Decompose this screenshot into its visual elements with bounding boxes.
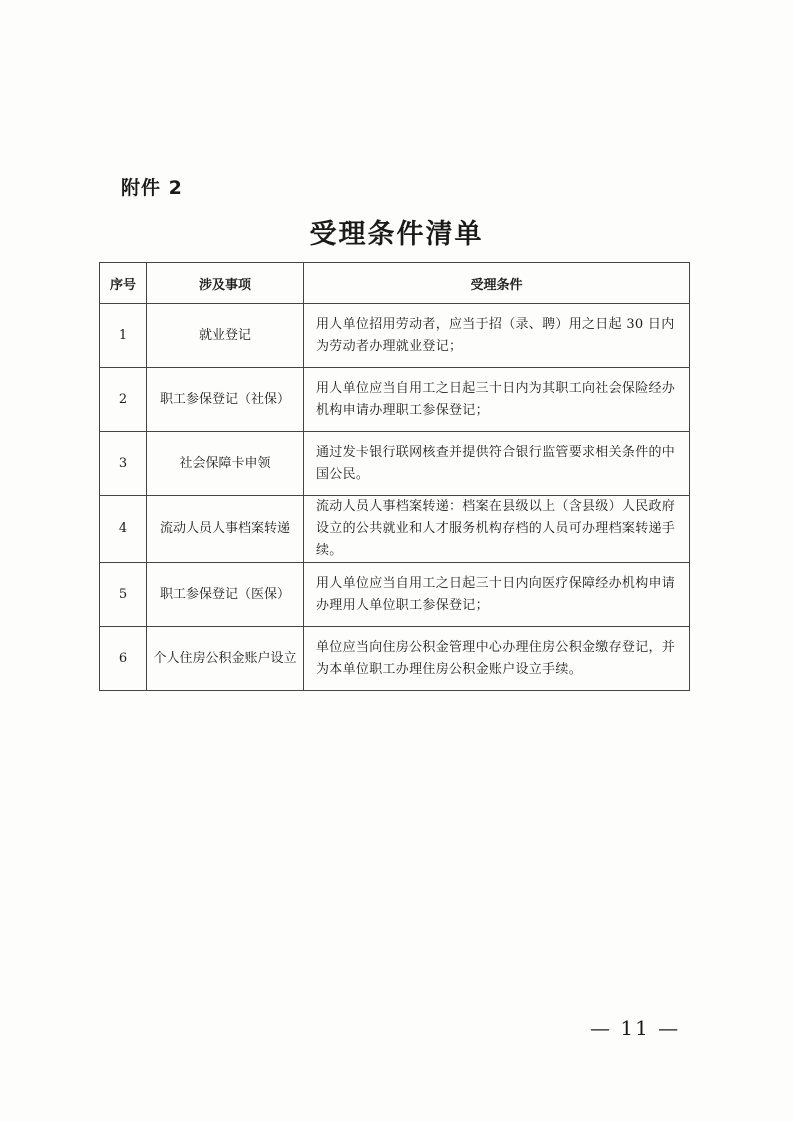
- row-item: 职工参保登记（社保）: [147, 368, 304, 432]
- row-item: 个人住房公积金账户设立: [147, 627, 304, 691]
- header-num: 序号: [100, 263, 147, 304]
- row-condition: 用人单位招用劳动者，应当于招（录、聘）用之日起 30 日内为劳动者办理就业登记；: [304, 304, 690, 368]
- row-num: 5: [100, 563, 147, 627]
- header-condition: 受理条件: [304, 263, 690, 304]
- row-item: 社会保障卡申领: [147, 432, 304, 496]
- header-item: 涉及事项: [147, 263, 304, 304]
- table-row: [100, 368, 690, 432]
- row-condition: 流动人员人事档案转递：档案在县级以上（含县级）人民政府设立的公共就业和人才服务机构存档的人员可办理档案转递手续。: [304, 496, 690, 563]
- conditions-table: [99, 262, 690, 691]
- document-title: 受理条件清单: [309, 219, 484, 250]
- row-num: 6: [100, 627, 147, 691]
- row-condition: 通过发卡银行联网核查并提供符合银行监管要求相关条件的中国公民。: [304, 432, 690, 496]
- row-num: 1: [100, 304, 147, 368]
- table-row: [100, 627, 690, 691]
- table-row: [100, 563, 690, 627]
- row-num: 4: [100, 496, 147, 563]
- page-number: — 11 —: [590, 1016, 681, 1040]
- row-item: 流动人员人事档案转递: [147, 496, 304, 563]
- row-condition: 单位应当向住房公积金管理中心办理住房公积金缴存登记，并为本单位职工办理住房公积金账户设立手续。: [304, 627, 690, 691]
- row-num: 2: [100, 368, 147, 432]
- table-row: [100, 304, 690, 368]
- row-item: 职工参保登记（医保）: [147, 563, 304, 627]
- table-header-row: [100, 263, 690, 304]
- attachment-label: 附件 2: [121, 177, 183, 199]
- row-num: 3: [100, 432, 147, 496]
- row-condition: 用人单位应当自用工之日起三十日内向医疗保障经办机构申请办理用人单位职工参保登记；: [304, 563, 690, 627]
- table-row: [100, 496, 690, 563]
- table-row: [100, 432, 690, 496]
- row-item: 就业登记: [147, 304, 304, 368]
- row-condition: 用人单位应当自用工之日起三十日内为其职工向社会保险经办机构申请办理职工参保登记；: [304, 368, 690, 432]
